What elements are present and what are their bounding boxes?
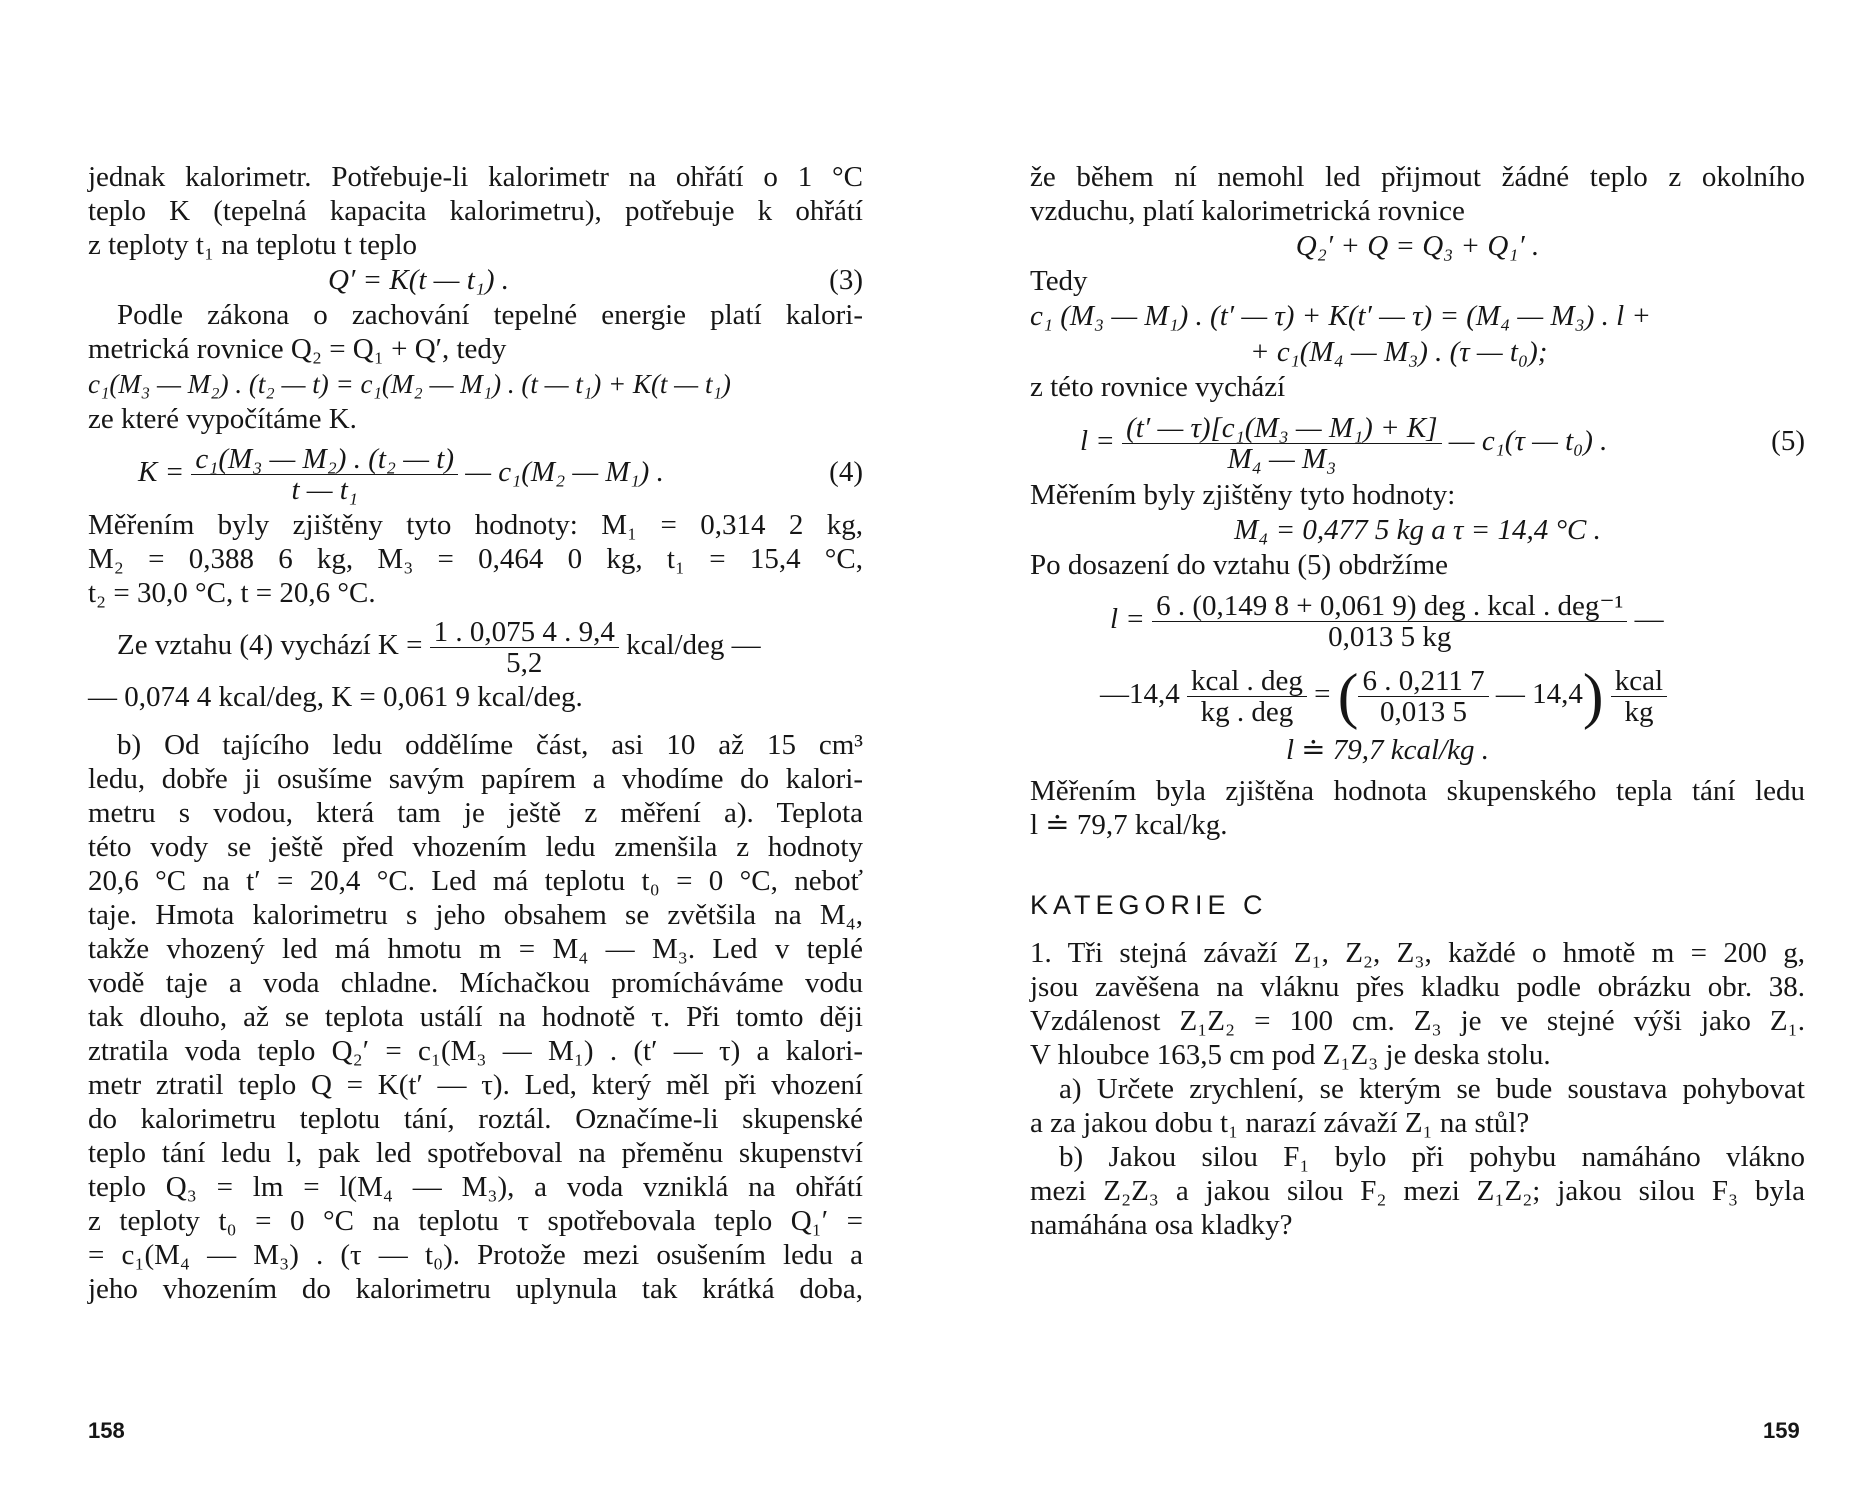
equation-suffix: kcal/deg — [626,629,761,661]
equation-lhs: l = [1110,603,1145,635]
fraction-numerator: (t′ — τ)[c₁(M₃ — M₁) + K] [1122,413,1441,444]
fraction-denominator: kg . deg [1200,695,1294,728]
fraction [1358,666,1488,727]
left-page [88,160,863,1306]
equation-number: (5) [1771,425,1805,457]
text-line: Po dosazení do vztahu (5) obdržíme [1030,549,1448,581]
fraction-denominator: t — t₁ [291,473,358,506]
text-line: z této rovnice vychází [1030,371,1286,403]
fraction-numerator: 6 . (0,149 8 + 0,061 9) deg . kcal . deg⁻¹ [1152,591,1627,622]
text-line: vzduchu, platí kalorimetrická rovnice [1030,195,1465,227]
equation-number: (4) [829,456,863,488]
text-line: Měřením byla zjištěna hodnota skupenského tepla tání ledu [1030,775,1805,807]
equation-5 [1030,404,1805,478]
fraction-denominator: 5,2 [506,646,543,679]
fraction-numerator: kcal [1611,666,1667,697]
result-equation: l ≐ 79,7 kcal/kg . [1285,734,1490,766]
text-line: z teploty t₁ na teplotu t teplo [88,229,418,261]
text-line: 1. Tři stejná závaží Z₁, Z₂, Z₃, každé o hmotě m = 200 g, [1030,937,1805,969]
equation-rest: — c₁(M₂ — M₁) . [465,456,664,488]
text-line: tak dlouho, až se teplota ustálí na hodnotě τ. Při tomto ději [88,1001,863,1033]
equation-rest: — c₁(τ — t₀) . [1448,425,1608,457]
text-line: takže vhozený led má hmotu m = M₄ — M₃. Led v teplé [88,933,863,965]
calorimetric-equation: Q₂′ + Q = Q₃ + Q₁′ . [1295,230,1540,262]
text-line: vodě taje a voda chladne. Míchačkou promícháváme vodu [88,967,863,999]
text-line: b) Od tajícího ledu oddělíme část, asi 10 až 15 cm³ [117,729,863,761]
section-heading: KATEGORIE C [1030,890,1268,920]
text-line: metrická rovnice Q₂ = Q₁ + Q′, tedy [88,333,507,365]
text-line: do kalorimetru teplotu tání, roztál. Označíme-li skupenské [88,1103,863,1135]
fraction-numerator: 1 . 0,075 4 . 9,4 [430,617,619,648]
text-line: Vzdálenost Z₁Z₂ = 100 cm. Z₃ je ve stejné výši jako Z₁. [1030,1005,1805,1037]
equation-lhs: l = [1080,425,1115,457]
text-line: teplo K (tepelná kapacita kalorimetru), potřebuje k ohřátí [88,195,863,227]
right-page [1030,160,1805,1242]
fraction-denominator: kg [1624,695,1654,728]
fraction-numerator: 6 . 0,211 7 [1358,666,1488,697]
text-line: b) Jakou silou F₁ bylo při pohybu namáháno vlákno [1059,1141,1805,1173]
fraction [430,617,619,678]
substitution-equation [1030,582,1805,656]
page-number-right: 159 [1763,1418,1800,1443]
equation-K-value [88,610,863,680]
text-line: a) Určete zrychlení, se kterým se bude soustava pohybovat [1059,1073,1805,1105]
text-line: teplo Q₃ = lm = l(M₄ — M₃), a voda vzniklá na ohřátí [88,1171,863,1203]
fraction-numerator: kcal . deg [1187,666,1307,697]
equals-sign: = [1314,678,1331,710]
left-paren: ( [1337,662,1359,731]
text-line: teplo tání ledu l, pak led spotřeboval na přeměnu skupenství [88,1137,863,1169]
text-line: jeho vhozením do kalorimetru uplynula tak krátká doba, [88,1273,863,1305]
fraction [1611,666,1667,727]
text-line: — 0,074 4 kcal/deg, K = 0,061 9 kcal/deg. [88,681,583,713]
text-line: = c₁(M₄ — M₃) . (τ — t₀). Protože mezi osušením ledu a [88,1239,863,1271]
measured-values: M₄ = 0,477 5 kg a τ = 14,4 °C . [1234,514,1601,546]
text-line: metru s vodou, která tam je ještě z měření a). Teplota [88,797,863,829]
equation-3 [88,262,863,298]
text-line: 20,6 °C na t′ = 20,4 °C. Led má teplotu t₀ = 0 °C, neboť [88,865,863,897]
fraction-denominator: M₄ — M₃ [1227,442,1337,475]
fraction-numerator: c₁(M₃ — M₂) . (t₂ — t) [191,444,458,475]
equation-line: c₁ (M₃ — M₁) . (t′ — τ) + K(t′ — τ) = (M₄ — M₃) . l + [1030,300,1651,332]
fraction [1152,591,1627,652]
text-line: jednak kalorimetr. Potřebuje-li kalorimetr na ohřátí o 1 °C [88,161,863,193]
fraction-denominator: 0,013 5 [1380,695,1468,728]
text-line: namáhána osa kladky? [1030,1209,1293,1241]
text-line: l ≐ 79,7 kcal/kg. [1030,809,1228,841]
text-line: Tedy [1030,265,1088,297]
text-line: z teploty t₀ = 0 °C na teplotu τ spotřebovala teplo Q₁′ = [88,1205,863,1237]
text-line: V hloubce 163,5 cm pod Z₁Z₃ je deska stolu. [1030,1039,1551,1071]
text-line: Měřením byly zjištěny tyto hodnoty: [1030,479,1456,511]
right-paren: ) [1582,662,1604,731]
text-line: ztratila voda teplo Q₂′ = c₁(M₃ — M₁) . (t′ — τ) a kalori- [88,1035,863,1067]
equation-prefix: Ze vztahu (4) vychází K = [117,629,423,661]
minus-term: — 14,4 [1495,678,1583,710]
fraction [1187,666,1307,727]
text-line: Měřením byly zjištěny tyto hodnoty: M₁ = 0,314 2 kg, [88,509,863,541]
text-line: M₂ = 0,388 6 kg, M₃ = 0,464 0 kg, t₁ = 15,4 °C, [88,543,863,575]
equation-line: + c₁(M₄ — M₃) . (τ — t₀); [1250,336,1548,368]
equation-4 [88,436,863,508]
text-line: Podle zákona o zachování tepelné energie platí kalori- [117,299,863,331]
equation-lhs: K = [138,456,185,488]
text-line: taje. Hmota kalorimetru s jeho obsahem se zvětšila na M₄, [88,899,863,931]
substitution-equation-2 [1030,656,1805,732]
text-line: ledu, dobře ji osušíme savým papírem a vhodíme do kalori- [88,763,863,795]
calorimetric-equation: c₁(M₃ — M₂) . (t₂ — t) = c₁(M₂ — M₁) . (t — t₁) + K(t — t₁) [88,369,731,399]
text-line: této vody se ještě před vhozením ledu zmenšila z hodnoty [88,831,863,863]
equation-prefix: —14,4 [1100,678,1180,710]
equation-tail: — [1634,603,1664,635]
text-line: jsou zavěšena na vláknu přes kladku podle obrázku obr. 38. [1030,971,1805,1003]
equation-expression: Q′ = K(t — t₁) . [328,264,509,296]
text-line: mezi Z₂Z₃ a jakou silou F₂ mezi Z₁Z₂; jakou silou F₃ byla [1030,1175,1805,1207]
text-line: a za jakou dobu t₁ narazí závaží Z₁ na stůl? [1030,1107,1530,1139]
text-line: t₂ = 30,0 °C, t = 20,6 °C. [88,577,376,609]
fraction [191,444,458,505]
text-line: že během ní nemohl led přijmout žádné teplo z okolního [1030,161,1805,193]
text-line: metr ztratil teplo Q = K(t′ — τ). Led, který měl při vhození [88,1069,863,1101]
equation-number: (3) [829,264,863,296]
text-line: ze které vypočítáme K. [88,403,357,435]
fraction-denominator: 0,013 5 kg [1328,620,1452,653]
page-number-left: 158 [88,1418,125,1443]
fraction [1122,413,1441,474]
